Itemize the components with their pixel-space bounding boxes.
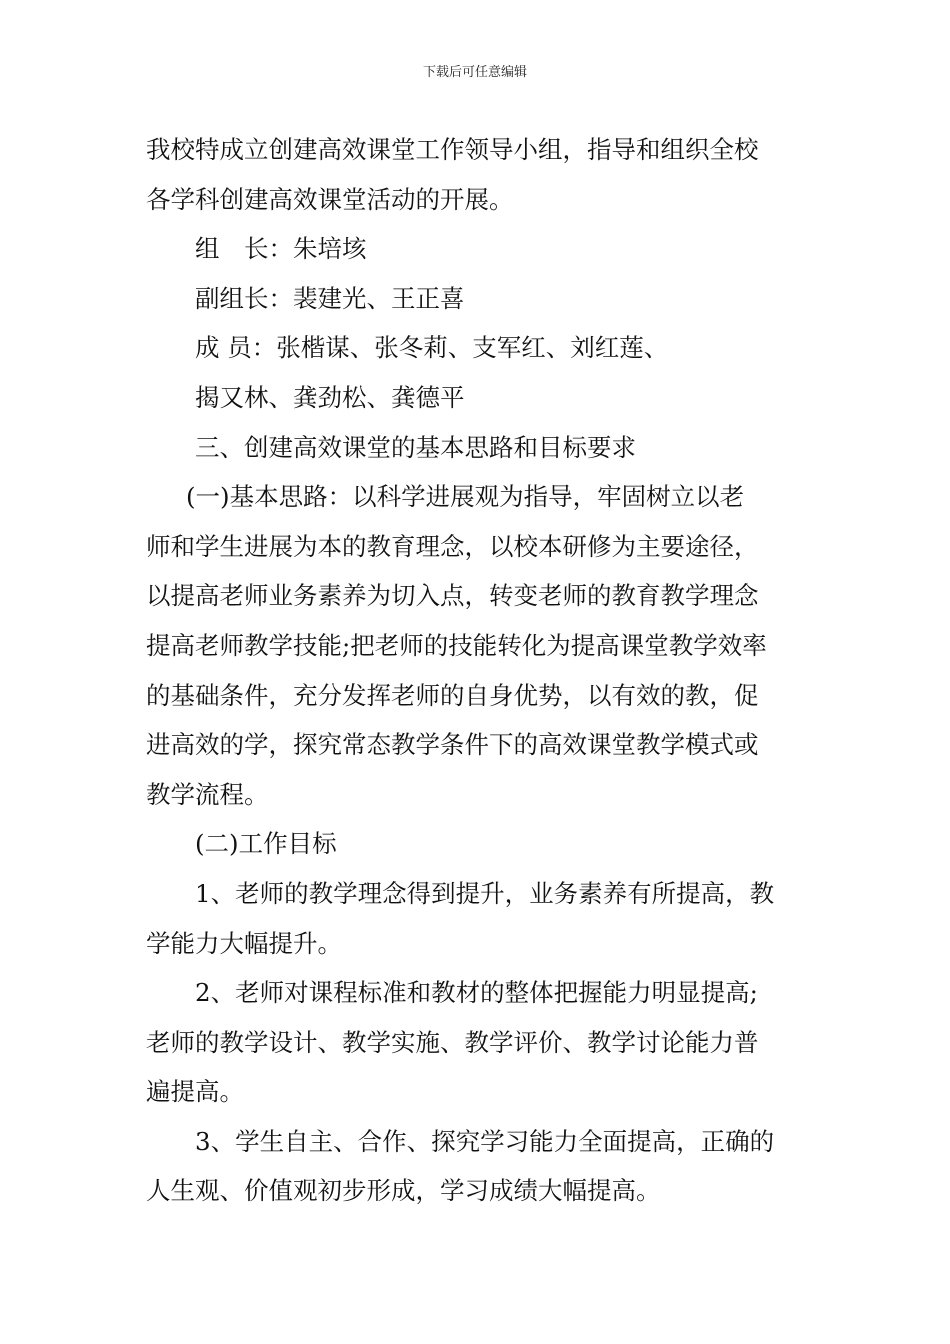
subsection-heading: (二)工作目标 [195, 829, 337, 859]
text-line: 遍提高。 [146, 1077, 244, 1107]
text-line: 揭又林、龚劲松、龚德平 [195, 382, 465, 412]
text-line: 2、老师对课程标准和教材的整体把握能力明显提高; [195, 978, 758, 1008]
text-line: 人生观、价值观初步形成，学习成绩大幅提高。 [146, 1176, 661, 1206]
text-line: 各学科创建高效课堂活动的开展。 [146, 184, 514, 214]
text-line: 成 员：张楷谋、张冬莉、支军红、刘红莲、 [195, 333, 669, 363]
text-line: 副组长：裴建光、王正喜 [195, 283, 465, 313]
text-line: 进高效的学，探究常态教学条件下的高效课堂教学模式或 [146, 730, 759, 760]
text-line: 教学流程。 [146, 779, 269, 809]
text-line: 1、老师的教学理念得到提升，业务素养有所提高，教 [195, 878, 775, 908]
text-line: 的基础条件，充分发挥老师的自身优势，以有效的教，促 [146, 680, 759, 710]
text-line: 学能力大幅提升。 [146, 928, 342, 958]
text-line: 3、学生自主、合作、探究学习能力全面提高，正确的 [195, 1126, 775, 1156]
text-line: (一)基本思路：以科学进展观为指导，牢固树立以老 [186, 482, 745, 512]
text-line: 以提高老师业务素养为切入点，转变老师的教育教学理念 [146, 581, 759, 611]
page-header: 下载后可任意编辑 [422, 65, 527, 80]
document-body [146, 125, 812, 1216]
text-line: 提高老师教学技能;把老师的技能转化为提高课堂教学效率 [146, 630, 767, 660]
text-line: 老师的教学设计、教学实施、教学评价、教学讨论能力普 [146, 1027, 759, 1057]
text-line: 我校特成立创建高效课堂工作领导小组，指导和组织全校 [146, 135, 759, 164]
section-heading: 三、创建高效课堂的基本思路和目标要求 [195, 432, 636, 462]
text-line: 师和学生进展为本的教育理念，以校本研修为主要途径， [146, 531, 759, 561]
text-line: 组 长：朱培垓 [195, 234, 367, 264]
